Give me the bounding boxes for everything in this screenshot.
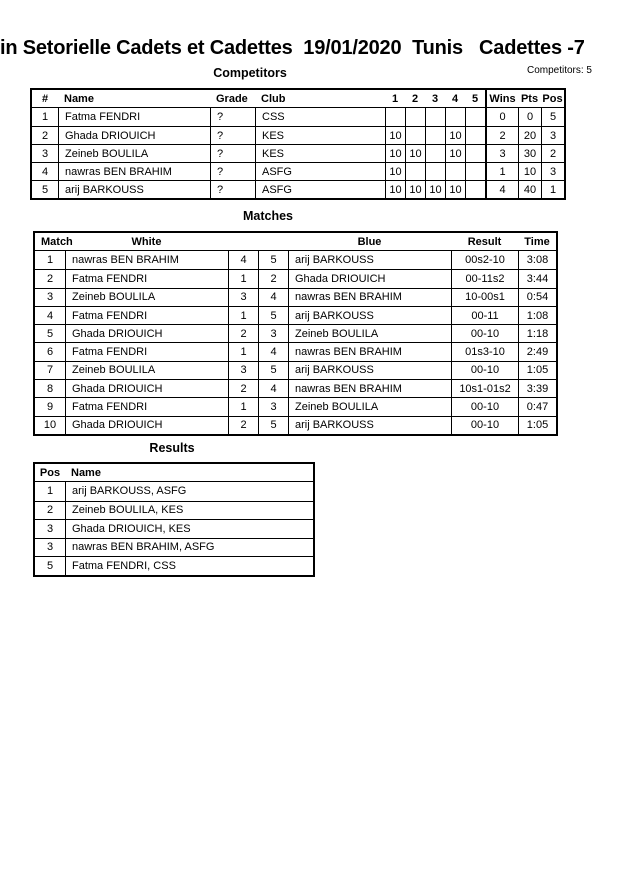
results-body — [35, 482, 313, 575]
competitors-cell-r5c8: 10 — [445, 180, 465, 198]
matches-cell-r10c6: 00-10 — [451, 416, 518, 434]
competitors-cell-r4c1: 4 — [32, 162, 58, 180]
matches-cell-r10c7: 1:05 — [518, 416, 556, 434]
matches-cell-r9c3: 1 — [228, 397, 258, 415]
competitors-cell-r1c4: CSS — [255, 108, 385, 126]
competitors-cell-r1c9 — [465, 108, 485, 126]
matches-cell-r9c7: 0:47 — [518, 397, 556, 415]
matches-cell-r1c7: 3:08 — [518, 251, 556, 269]
competitors-cell-r4c12: 3 — [541, 162, 564, 180]
competitors-table — [30, 88, 566, 200]
matches-cell-r1c6: 00s2-10 — [451, 251, 518, 269]
matches-cell-r2c6: 00-11s2 — [451, 269, 518, 287]
results-cell-r5c2: Fatma FENDRI, CSS — [65, 556, 313, 575]
matches-cell-r3c4: 4 — [258, 288, 288, 306]
matches-cell-r10c5: arij BARKOUSS — [288, 416, 451, 434]
matches-cell-r2c3: 1 — [228, 269, 258, 287]
competitors-header-3: 3 — [431, 92, 439, 105]
competitors-cell-r2c1: 2 — [32, 126, 58, 144]
matches-cell-r1c2: nawras BEN BRAHIM — [65, 251, 228, 269]
competitors-cell-r3c9 — [465, 144, 485, 162]
competitors-cell-r1c3: ? — [210, 108, 255, 126]
results-cell-r1c2: arij BARKOUSS, ASFG — [65, 482, 313, 501]
competitors-cell-r3c2: Zeineb BOULILA — [58, 144, 210, 162]
matches-cell-r10c2: Ghada DRIOUICH — [65, 416, 228, 434]
results-section-label: Results — [149, 441, 195, 455]
competitors-header-row — [32, 90, 564, 108]
matches-cell-r4c4: 5 — [258, 306, 288, 324]
matches-cell-r1c1: 1 — [46, 254, 54, 267]
matches-table — [33, 231, 558, 436]
competitors-cell-r5c11: 40 — [518, 180, 541, 198]
matches-cell-r2c4: 2 — [258, 269, 288, 287]
competitors-header-2: 2 — [411, 92, 419, 105]
competitors-header-club: Club — [261, 92, 286, 105]
competitors-cell-r5c6: 10 — [405, 180, 425, 198]
competitors-cell-r4c9 — [465, 162, 485, 180]
competitors-cell-r3c10: 3 — [485, 144, 518, 162]
matches-cell-r5c7: 1:18 — [518, 324, 556, 342]
matches-cell-r5c4: 3 — [258, 324, 288, 342]
results-cell-r3c2: Ghada DRIOUICH, KES — [65, 519, 313, 538]
competitors-cell-r1c7 — [425, 108, 445, 126]
matches-header-row — [35, 233, 556, 251]
competitors-header-4: 4 — [451, 92, 459, 105]
competitors-cell-r2c2: Ghada DRIOUICH — [58, 126, 210, 144]
matches-cell-r1c4: 5 — [258, 251, 288, 269]
competitors-cell-r2c11: 20 — [518, 126, 541, 144]
competitors-cell-r1c1: 1 — [41, 111, 49, 123]
matches-cell-r4c5: arij BARKOUSS — [288, 306, 451, 324]
matches-cell-r7c4: 5 — [258, 361, 288, 379]
matches-cell-r6c6: 01s3-10 — [451, 342, 518, 360]
matches-cell-r4c1: 4 — [35, 306, 65, 324]
matches-cell-r5c1: 5 — [35, 324, 65, 342]
matches-cell-r3c3: 3 — [228, 288, 258, 306]
competitors-section-label: Competitors — [213, 66, 287, 80]
competitors-cell-r1c5 — [385, 108, 405, 126]
matches-cell-r10c3: 2 — [228, 416, 258, 434]
matches-cell-r9c1: 9 — [35, 397, 65, 415]
matches-cell-r10c4: 5 — [258, 416, 288, 434]
competitors-cell-r2c6 — [405, 126, 425, 144]
competitors-cell-r3c6: 10 — [405, 144, 425, 162]
matches-cell-r2c2: Fatma FENDRI — [65, 269, 228, 287]
competitors-cell-r5c10: 4 — [485, 180, 518, 198]
matches-header-time: Time — [524, 235, 550, 248]
matches-cell-r7c5: arij BARKOUSS — [288, 361, 451, 379]
matches-cell-r5c3: 2 — [228, 324, 258, 342]
matches-cell-r8c2: Ghada DRIOUICH — [65, 379, 228, 397]
competitors-cell-r5c9 — [465, 180, 485, 198]
competitors-cell-r4c8 — [445, 162, 465, 180]
results-table — [33, 462, 315, 577]
matches-header-white: White — [131, 235, 162, 248]
matches-cell-r2c1: 2 — [35, 269, 65, 287]
results-header-name: Name — [71, 466, 101, 479]
competitors-cell-r5c3: ? — [210, 180, 255, 198]
results-cell-r2c1: 2 — [35, 501, 65, 520]
matches-cell-r7c6: 00-10 — [451, 361, 518, 379]
matches-cell-r7c3: 3 — [228, 361, 258, 379]
matches-cell-r5c2: Ghada DRIOUICH — [65, 324, 228, 342]
matches-section-label: Matches — [242, 209, 294, 223]
matches-cell-r9c5: Zeineb BOULILA — [288, 397, 451, 415]
competitors-cell-r3c5: 10 — [385, 144, 405, 162]
competitors-cell-r3c12: 2 — [541, 144, 564, 162]
competitors-cell-r3c8: 10 — [445, 144, 465, 162]
competitors-cell-r5c7: 10 — [425, 180, 445, 198]
competitors-cell-r1c6 — [405, 108, 425, 126]
competitors-cell-r2c7 — [425, 126, 445, 144]
matches-header-result: Result — [467, 235, 502, 248]
competitors-cell-r3c3: ? — [210, 144, 255, 162]
results-cell-r1c1: 1 — [46, 485, 54, 498]
matches-cell-r6c1: 6 — [35, 342, 65, 360]
matches-cell-r9c6: 00-10 — [451, 397, 518, 415]
competitors-cell-r2c4: KES — [255, 126, 385, 144]
matches-cell-r3c6: 10-00s1 — [451, 288, 518, 306]
competitors-header-wins: Wins — [485, 90, 518, 107]
competitors-cell-r5c1: 5 — [32, 180, 58, 198]
competitors-cell-r2c8: 10 — [445, 126, 465, 144]
competitors-cell-r4c7 — [425, 162, 445, 180]
competitors-cell-r1c12: 5 — [541, 108, 564, 126]
matches-cell-r6c4: 4 — [258, 342, 288, 360]
competitors-cell-r5c12: 1 — [541, 180, 564, 198]
competitors-cell-r5c5: 10 — [385, 180, 405, 198]
matches-cell-r9c2: Fatma FENDRI — [65, 397, 228, 415]
matches-cell-r4c3: 1 — [228, 306, 258, 324]
matches-header-blue: Blue — [357, 235, 382, 248]
competitors-cell-r5c2: arij BARKOUSS — [58, 180, 210, 198]
competitors-cell-r1c2: Fatma FENDRI — [58, 108, 210, 126]
matches-cell-r7c7: 1:05 — [518, 361, 556, 379]
competitors-header-grade: Grade — [216, 92, 248, 105]
matches-cell-r7c2: Zeineb BOULILA — [65, 361, 228, 379]
matches-cell-r5c6: 00-10 — [451, 324, 518, 342]
competitors-header-pts: Pts — [520, 92, 539, 105]
matches-cell-r4c2: Fatma FENDRI — [65, 306, 228, 324]
competitors-cell-r4c6 — [405, 162, 425, 180]
matches-cell-r9c4: 3 — [258, 397, 288, 415]
results-cell-r4c2: nawras BEN BRAHIM, ASFG — [65, 538, 313, 557]
matches-cell-r7c1: 7 — [35, 361, 65, 379]
competitors-cell-r4c11: 10 — [518, 162, 541, 180]
matches-cell-r6c7: 2:49 — [518, 342, 556, 360]
competitors-cell-r4c4: ASFG — [255, 162, 385, 180]
competitors-cell-r3c11: 30 — [518, 144, 541, 162]
competitors-cell-r4c2: nawras BEN BRAHIM — [58, 162, 210, 180]
competitors-count-label: Competitors: 5 — [526, 65, 592, 76]
competitors-header--: # — [41, 92, 49, 105]
matches-cell-r3c5: nawras BEN BRAHIM — [288, 288, 451, 306]
matches-cell-r10c1: 10 — [35, 416, 65, 434]
matches-body — [35, 251, 556, 434]
competitors-cell-r2c12: 3 — [541, 126, 564, 144]
matches-cell-r8c7: 3:39 — [518, 379, 556, 397]
results-cell-r5c1: 5 — [35, 556, 65, 575]
matches-cell-r8c5: nawras BEN BRAHIM — [288, 379, 451, 397]
competitors-cell-r2c3: ? — [210, 126, 255, 144]
matches-cell-r6c3: 1 — [228, 342, 258, 360]
results-header-row — [35, 464, 313, 482]
competitors-cell-r3c7 — [425, 144, 445, 162]
matches-cell-r4c7: 1:08 — [518, 306, 556, 324]
matches-cell-r6c2: Fatma FENDRI — [65, 342, 228, 360]
matches-cell-r2c7: 3:44 — [518, 269, 556, 287]
matches-cell-r3c7: 0:54 — [518, 288, 556, 306]
matches-header-match: Match — [41, 235, 73, 248]
matches-cell-r3c2: Zeineb BOULILA — [65, 288, 228, 306]
matches-cell-r1c3: 4 — [228, 251, 258, 269]
matches-cell-r8c1: 8 — [35, 379, 65, 397]
competitors-header-5: 5 — [471, 92, 479, 105]
competitors-header-1: 1 — [391, 92, 399, 105]
matches-cell-r1c5: arij BARKOUSS — [288, 251, 451, 269]
matches-cell-r8c6: 10s1-01s2 — [451, 379, 518, 397]
results-cell-r3c1: 3 — [35, 519, 65, 538]
competitors-cell-r5c4: ASFG — [255, 180, 385, 198]
matches-cell-r8c3: 2 — [228, 379, 258, 397]
competitors-cell-r3c4: KES — [255, 144, 385, 162]
competitors-header-name: Name — [64, 92, 94, 105]
competitors-cell-r1c10: 0 — [485, 108, 518, 126]
matches-cell-r5c5: Zeineb BOULILA — [288, 324, 451, 342]
competitors-cell-r1c11: 0 — [518, 108, 541, 126]
competitors-cell-r4c10: 1 — [485, 162, 518, 180]
competitors-header-pos: Pos — [542, 92, 563, 105]
matches-cell-r2c5: Ghada DRIOUICH — [288, 269, 451, 287]
page-title: in Setorielle Cadets et Cadettes 19/01/2020 Tunis Cadettes -7 — [0, 37, 585, 59]
competitors-cell-r3c1: 3 — [32, 144, 58, 162]
competitors-cell-r2c5: 10 — [385, 126, 405, 144]
matches-cell-r3c1: 3 — [35, 288, 65, 306]
competitors-cell-r1c8 — [445, 108, 465, 126]
competitors-body — [32, 108, 564, 198]
matches-cell-r6c5: nawras BEN BRAHIM — [288, 342, 451, 360]
competitors-cell-r4c3: ? — [210, 162, 255, 180]
matches-cell-r8c4: 4 — [258, 379, 288, 397]
results-header-pos: Pos — [39, 466, 61, 479]
competitors-cell-r2c9 — [465, 126, 485, 144]
competitors-cell-r4c5: 10 — [385, 162, 405, 180]
competitors-cell-r2c10: 2 — [485, 126, 518, 144]
results-cell-r4c1: 3 — [35, 538, 65, 557]
matches-cell-r4c6: 00-11 — [451, 306, 518, 324]
results-cell-r2c2: Zeineb BOULILA, KES — [65, 501, 313, 520]
